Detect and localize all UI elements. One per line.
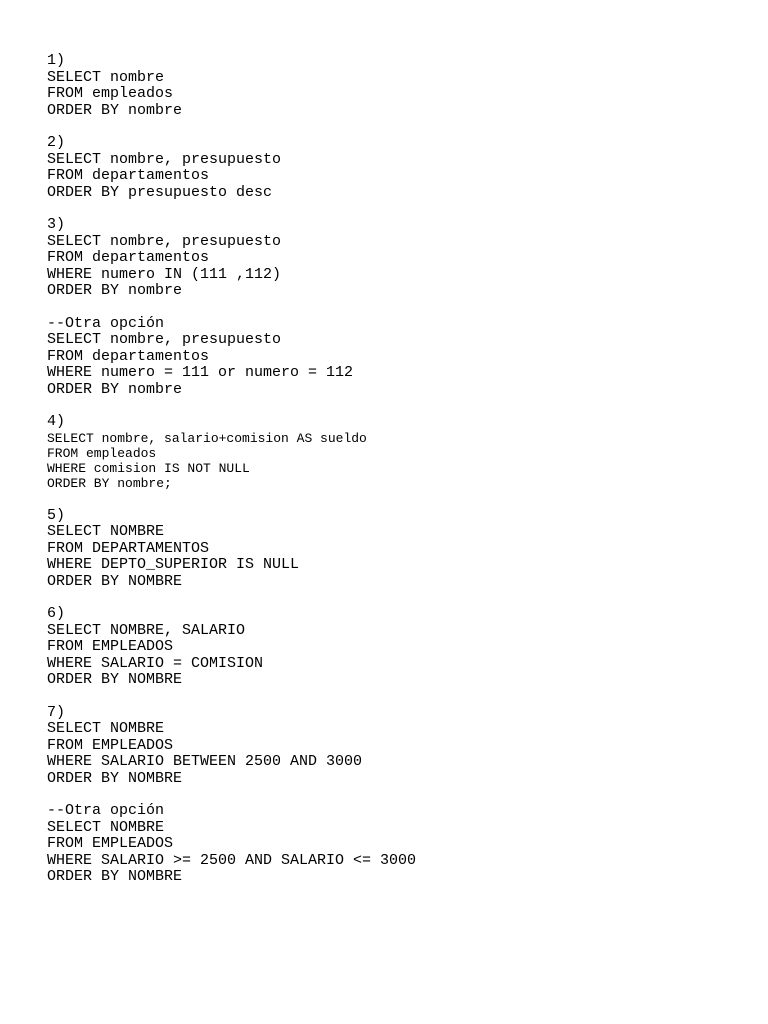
query-block-2 [47, 135, 747, 201]
code-line: FROM departamentos [47, 347, 210, 365]
code-line: FROM empleados [47, 85, 174, 102]
code-line: SELECT NOMBRE, SALARIO [47, 621, 246, 639]
code-line: WHERE DEPTO_SUPERIOR IS NULL [47, 556, 300, 574]
code-line: ORDER BY NOMBRE [47, 671, 183, 689]
code-line: ORDER BY nombre [47, 101, 183, 119]
code-line: SELECT nombre, presupuesto [47, 150, 282, 168]
query-block-4 [47, 414, 747, 492]
code-line: ORDER BY nombre [47, 380, 183, 398]
code-line: ORDER BY NOMBRE [47, 572, 183, 590]
code-line: SELECT NOMBRE [47, 720, 165, 738]
query-label: 1) [47, 52, 66, 69]
query-label: 7) [47, 703, 66, 721]
code-line: FROM departamentos [47, 249, 210, 266]
code-line: SELECT NOMBRE [47, 523, 165, 541]
code-line: ORDER BY NOMBRE [47, 769, 183, 787]
query-block-3-alt [47, 316, 747, 399]
query-block-3 [47, 217, 747, 300]
code-line: SELECT nombre, presupuesto [47, 331, 282, 348]
code-line: FROM EMPLEADOS [47, 736, 174, 754]
query-label: 5) [47, 506, 66, 524]
comment-label: --Otra opción [47, 314, 165, 332]
query-label: 2) [47, 134, 66, 151]
code-line: SELECT NOMBRE [47, 818, 165, 836]
query-label: 4) [47, 413, 66, 430]
code-line: SELECT nombre [47, 68, 165, 86]
code-line: WHERE SALARIO >= 2500 AND SALARIO <= 3000 [47, 851, 417, 869]
code-line: WHERE SALARIO BETWEEN 2500 AND 3000 [47, 753, 363, 771]
query-block-7-alt [47, 803, 747, 886]
comment-label: --Otra opción [47, 802, 165, 820]
query-block-1 [47, 53, 747, 119]
code-line: WHERE SALARIO = COMISION [47, 654, 264, 672]
code-line: SELECT nombre, salario+comision AS sueldo [47, 430, 367, 446]
code-line: FROM DEPARTAMENTOS [47, 539, 210, 557]
query-block-7 [47, 705, 747, 788]
document-page [47, 53, 747, 902]
query-label: 6) [47, 605, 66, 623]
code-line: FROM empleados [47, 445, 157, 461]
query-label: 3) [47, 216, 66, 233]
code-line: SELECT nombre, presupuesto [47, 232, 282, 250]
code-line: ORDER BY nombre; [47, 476, 172, 492]
code-line: ORDER BY NOMBRE [47, 868, 183, 886]
code-line: FROM EMPLEADOS [47, 638, 174, 656]
code-line: ORDER BY presupuesto desc [47, 183, 273, 201]
code-line: WHERE comision IS NOT NULL [47, 461, 250, 477]
code-line: FROM departamentos [47, 167, 210, 184]
code-line: ORDER BY nombre [47, 282, 183, 299]
code-line: WHERE numero = 111 or numero = 112 [47, 364, 354, 381]
code-line: FROM EMPLEADOS [47, 835, 174, 853]
query-block-6 [47, 606, 747, 689]
query-block-5 [47, 508, 747, 591]
code-line: WHERE numero IN (111 ,112) [47, 265, 282, 283]
